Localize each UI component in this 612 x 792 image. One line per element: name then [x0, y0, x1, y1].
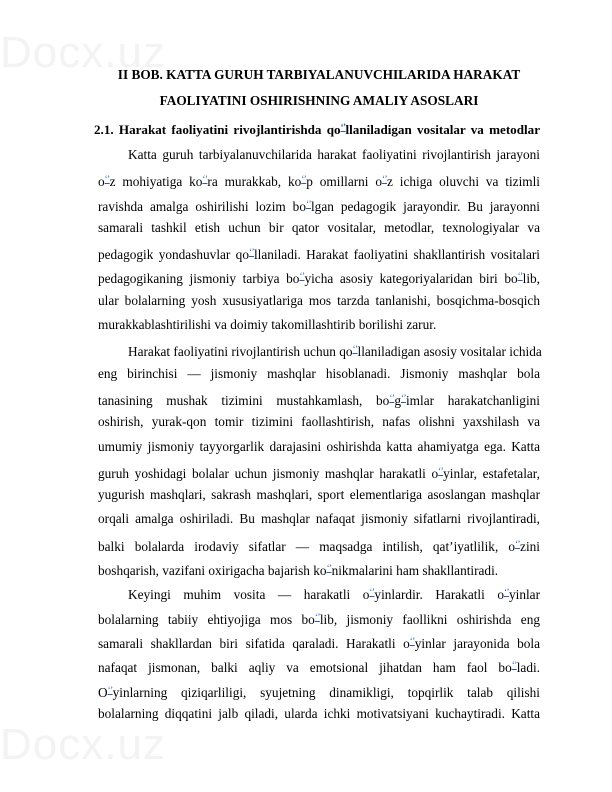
apostrophe-marker: ‘’ [248, 247, 254, 258]
paragraph-2-line: yugurish mashqlari, sakrash mashqlari, sport elementlariga asoslangan mashqlar [98, 487, 540, 503]
paragraph-2-line: eng birinchisi — jismoniy mashqlar hisoblanadi. Jismoniy mashqlar bola [98, 365, 540, 381]
paragraph-1-line: o‘’z mohiyatiga ko‘’ra murakkab, ko‘’p omillarni o‘’z ichiga oluvchi va tizimli [98, 174, 540, 190]
paragraph-3-line: O‘’yinlarning qiziqarliligi, syujetning dinamikligi, topqirlik talab qilishi [98, 684, 540, 700]
document-page [94, 62, 542, 726]
paragraph-3-line: samarali shakllardan biri sifatida qaraladi. Harakatli o‘’yinlar jarayonida bola [98, 635, 540, 651]
paragraph-2-line: balki bolalarda irodaviy sifatlar — maqsadga intilish, qat’iyatlilik, o‘’zini [98, 538, 540, 554]
apostrophe-marker: ‘’ [340, 122, 346, 132]
paragraph-1-line: pedagogik yondashuvlar qo‘’llaniladi. Harakat faoliyatini shakllantirish vositalari [98, 247, 540, 263]
paragraph-3-line: bolalarning tabiiy ehtiyojiga mos bo‘’lib, jismoniy faollikni oshirishda eng [98, 611, 540, 627]
apostrophe-marker: ‘’ [352, 344, 358, 355]
apostrophe-marker: ‘’ [515, 538, 521, 549]
apostrophe-marker: ‘’ [517, 271, 523, 282]
apostrophe-marker: ‘’ [202, 174, 208, 185]
apostrophe-marker: ‘’ [400, 392, 406, 403]
paragraph-2-line: tanasining mushak tizimini mustahkamlash, bo‘’g‘’imlar harakatchanligini [98, 392, 540, 408]
apostrophe-marker: ‘’ [504, 587, 509, 598]
apostrophe-marker: ‘’ [301, 174, 307, 185]
watermark-text: Docx.uz [0, 28, 166, 77]
apostrophe-marker: ‘’ [305, 198, 311, 209]
apostrophe-marker: ‘’ [389, 392, 395, 403]
paragraph-1-line: samarali tashkil etish uchun bir qator vositalar, metodlar, texnologiyalar va [98, 219, 540, 235]
paragraph-1-line: pedagogikaning jismoniy tarbiya bo‘’yicha asosiy kategoriyalaridan biri bo‘’lib, [98, 271, 540, 287]
paragraph-1-line: murakkablashtirilishi va doimiy takomillashtirib borilishi zarur. [98, 317, 437, 333]
watermark-row: Docx.uz [0, 720, 166, 769]
apostrophe-marker: ‘’ [326, 563, 332, 574]
paragraph-1-line: Katta guruh tarbiyalanuvchilarida harakat faoliyatini rivojlantirish jarayoni [128, 147, 540, 162]
paragraph-2-line: guruh yoshidagi bolalar uchun jismoniy mashqlar harakatli o‘’yinlar, estafetalar, [98, 465, 541, 481]
apostrophe-marker: ‘’ [107, 684, 113, 695]
apostrophe-marker: ‘’ [382, 174, 388, 185]
chapter-title-line-1: II BOB. KATTA GURUH TARBIYALANUVCHILARIDA HARAKAT [117, 67, 521, 82]
apostrophe-marker: ‘’ [409, 635, 415, 646]
paragraph-3-line: bolalarning diqqatini jalb qiladi, ularda ichki motivatsiyani kuchaytiradi. Katta [98, 705, 540, 721]
apostrophe-marker: ‘’ [299, 271, 305, 282]
paragraph-1-line: ravishda amalga oshirilishi lozim bo‘’lgan pedagogik jarayondir. Bu jarayonni [98, 198, 540, 214]
paragraph-2-line: oshirish, yurak-qon tomir tizimini faollashtirish, nafas olishni yaxshilash va [98, 414, 540, 430]
paragraph-2-line: orqali amalga oshiriladi. Bu mashqlar nafaqat jismoniy sifatlarni rivojlantiradi, [98, 511, 540, 527]
paragraph-2-line: Harakat faoliyatini rivojlantirish uchun qo‘’llaniladigan asosiy vositalar ichida [128, 344, 542, 360]
paragraph-2-line: umumiy jismoniy tayyorgarlik darajasini oshirishda katta ahamiyatga ega. Katta [98, 438, 540, 454]
section-title: 2.1. Harakat faoliyatini rivojlantirishda qo‘’llaniladigan vositalar va metodlar [94, 122, 541, 137]
apostrophe-marker: ‘’ [438, 465, 444, 476]
apostrophe-marker: ‘’ [104, 174, 110, 185]
paragraph-1-line: ular bolalarning yosh xususiyatlariga mos tarzda tanlanishi, bosqichma-bosqich [98, 292, 540, 308]
document-body [98, 143, 540, 726]
paragraph-2-line: boshqarish, vazifani oxirigacha bajarish ko‘’nikmalarini ham shakllantiradi. [98, 563, 499, 579]
apostrophe-marker: ‘’ [369, 587, 375, 598]
apostrophe-marker: ‘’ [511, 660, 517, 671]
paragraph-3-line: nafaqat jismonan, balki aqliy va emotsional jihatdan ham faol bo‘’ladi. [98, 660, 540, 676]
apostrophe-marker: ‘’ [314, 611, 320, 622]
paragraph-3-line: Keyingi muhim vosita — harakatli o‘’yinlardir. Harakatli o‘’yinlar [128, 587, 541, 603]
chapter-title-line-2: FAOLIYATINI OSHIRISHNING AMALIY ASOSLARI [159, 93, 479, 108]
